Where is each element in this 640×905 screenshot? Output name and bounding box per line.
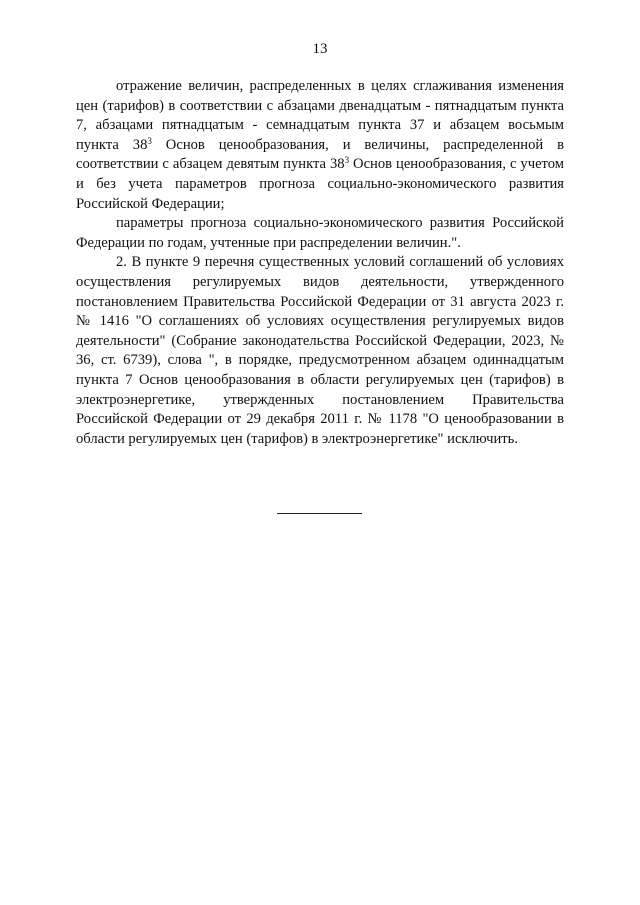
paragraph-text: отражение величин, распределенных в целях сглаживания изменения цен (тарифов) в соответствии с абзацами двенадцатым - пятнадцатым пункта 7, абзацами пятнадцатым - семнадцатым пункта 37 и абзацем восьмым пункта 38 [76, 78, 564, 153]
superscript: 3 [344, 155, 350, 166]
paragraph-reflection-of-values [76, 77, 564, 214]
paragraph-item-2: 2. В пункте 9 перечня существенных условий соглашений об условиях осуществления регулируемых видов деятельности, утвержденного постановлением Правительства Российской Федерации от 31 августа 2023 г. № 1416 "О соглашениях об условиях осуществления регулируемых видов деятельности" (Собрание законодательства Российской Федерации, 2023, № 36, ст. 6739), слова ", в порядке, предусмотренном абзацем одиннадцатым пункта 7 Основ ценообразования в области регулируемых цен (тарифов) в электроэнергетике, утвержденных постановлением Правительства Российской Федерации от 29 декабря 2011 г. № 1178 "О ценообразовании в области регулируемых цен (тарифов) в электроэнергетике" исключить. [76, 254, 564, 447]
closing-rule [277, 513, 362, 514]
paragraph-forecast-parameters: параметры прогноза социально-экономического развития Российской Федерации по годам, учтенные при распределении величин.". [76, 215, 564, 251]
document-body [76, 77, 564, 449]
paragraph-text: Основ ценообразования, и величины, распределенной в соответствии с абзацем девятым пункта 38 [76, 136, 564, 173]
page-number: 13 [312, 41, 328, 57]
superscript: 3 [147, 135, 152, 146]
paragraph-text: Основ ценообразования, с учетом и без учета параметров прогноза социально-экономического развития Российской Федерации; [76, 156, 564, 212]
